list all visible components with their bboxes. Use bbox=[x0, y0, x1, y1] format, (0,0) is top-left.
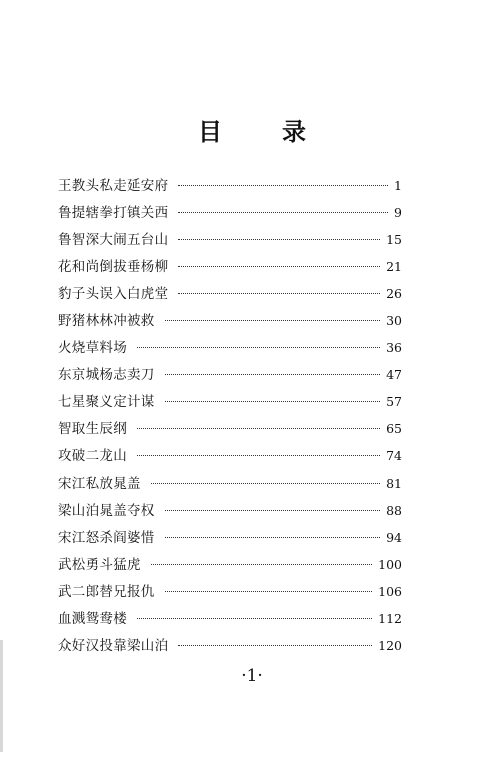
toc-page-number: 100 bbox=[378, 556, 402, 572]
toc-entry-title: 武二郎替兄报仇 bbox=[58, 583, 155, 600]
toc-page-number: 120 bbox=[378, 637, 402, 653]
toc-entry[interactable] bbox=[58, 582, 402, 609]
dot-leader bbox=[137, 428, 380, 429]
toc-page-number: 74 bbox=[386, 448, 402, 464]
toc-entry-title: 鲁提辖拳打镇关西 bbox=[58, 205, 169, 222]
dot-leader bbox=[178, 266, 380, 267]
toc-entry-title: 武松勇斗猛虎 bbox=[58, 556, 141, 573]
dot-leader bbox=[178, 239, 380, 240]
toc-entry[interactable] bbox=[58, 176, 402, 203]
toc-page-number: 94 bbox=[386, 529, 402, 545]
toc-page-number: 65 bbox=[386, 421, 402, 437]
toc-entry[interactable] bbox=[58, 311, 402, 338]
toc-page-number: 106 bbox=[378, 583, 402, 599]
toc-entry[interactable] bbox=[58, 474, 402, 501]
dot-leader bbox=[137, 347, 380, 348]
toc-entry-title: 野猪林林冲被救 bbox=[58, 313, 155, 330]
dot-leader bbox=[137, 455, 380, 456]
page-number-footer: ·1· bbox=[241, 666, 263, 686]
toc-entry-title: 众好汉投靠梁山泊 bbox=[58, 637, 169, 654]
dot-leader bbox=[165, 591, 373, 592]
toc-entry[interactable] bbox=[58, 284, 402, 311]
toc-page-number: 36 bbox=[386, 340, 402, 356]
toc-entry[interactable] bbox=[58, 528, 402, 555]
toc-entry-title: 王教头私走延安府 bbox=[58, 178, 169, 194]
dot-leader bbox=[165, 510, 380, 511]
toc-entry[interactable] bbox=[58, 446, 402, 473]
dot-leader bbox=[137, 618, 372, 619]
toc-page-number: 30 bbox=[386, 313, 402, 329]
toc-page-number: 81 bbox=[386, 475, 402, 491]
dot-leader bbox=[178, 212, 388, 213]
toc-entry[interactable] bbox=[58, 636, 402, 663]
toc-entry[interactable] bbox=[58, 501, 402, 528]
dot-leader bbox=[178, 185, 388, 186]
toc-page-number: 21 bbox=[386, 259, 402, 275]
toc-entry-title: 七星聚义定计谋 bbox=[58, 394, 155, 411]
title-char-1: 目 bbox=[198, 118, 222, 146]
page-title bbox=[0, 112, 504, 147]
toc-page-number: 9 bbox=[394, 205, 402, 221]
toc-entry-title: 东京城杨志卖刀 bbox=[58, 367, 155, 384]
toc-page-number: 57 bbox=[386, 394, 402, 410]
dot-leader bbox=[165, 374, 380, 375]
dot-leader bbox=[178, 645, 372, 646]
toc-entry-title: 火烧草料场 bbox=[58, 340, 127, 357]
title-char-2: 录 bbox=[282, 118, 306, 146]
toc-entry-title: 豹子头误入白虎堂 bbox=[58, 286, 169, 303]
toc-entry[interactable] bbox=[58, 203, 402, 230]
dot-leader bbox=[165, 320, 380, 321]
toc-entry-title: 宋江私放晁盖 bbox=[58, 475, 141, 492]
dot-leader bbox=[151, 483, 380, 484]
toc-entry[interactable] bbox=[58, 419, 402, 446]
toc-page-number: 1 bbox=[394, 178, 402, 193]
toc-page-number: 88 bbox=[386, 502, 402, 518]
toc-page-number: 26 bbox=[386, 286, 402, 302]
dot-leader bbox=[151, 564, 372, 565]
table-of-contents bbox=[58, 176, 402, 663]
toc-page-number: 112 bbox=[378, 610, 402, 626]
toc-entry-title: 鲁智深大闹五台山 bbox=[58, 232, 169, 249]
page-edge-shadow bbox=[0, 640, 3, 752]
toc-entry[interactable] bbox=[58, 257, 402, 284]
toc-entry-title: 梁山泊晁盖夺权 bbox=[58, 502, 155, 519]
toc-entry-title: 血溅鸳鸯楼 bbox=[58, 610, 127, 627]
toc-entry-title: 智取生辰纲 bbox=[58, 421, 127, 438]
toc-entry[interactable] bbox=[58, 338, 402, 365]
toc-entry[interactable] bbox=[58, 230, 402, 257]
toc-entry[interactable] bbox=[58, 609, 402, 636]
toc-entry[interactable] bbox=[58, 555, 402, 582]
toc-entry[interactable] bbox=[58, 392, 402, 419]
toc-entry-title: 花和尚倒拔垂杨柳 bbox=[58, 259, 169, 276]
toc-page-number: 15 bbox=[386, 232, 402, 248]
toc-entry-title: 攻破二龙山 bbox=[58, 448, 127, 465]
dot-leader bbox=[165, 401, 380, 402]
toc-entry[interactable] bbox=[58, 365, 402, 392]
dot-leader bbox=[165, 537, 380, 538]
dot-leader bbox=[178, 293, 380, 294]
toc-page-number: 47 bbox=[386, 367, 402, 383]
toc-entry-title: 宋江怒杀阎婆惜 bbox=[58, 529, 155, 546]
